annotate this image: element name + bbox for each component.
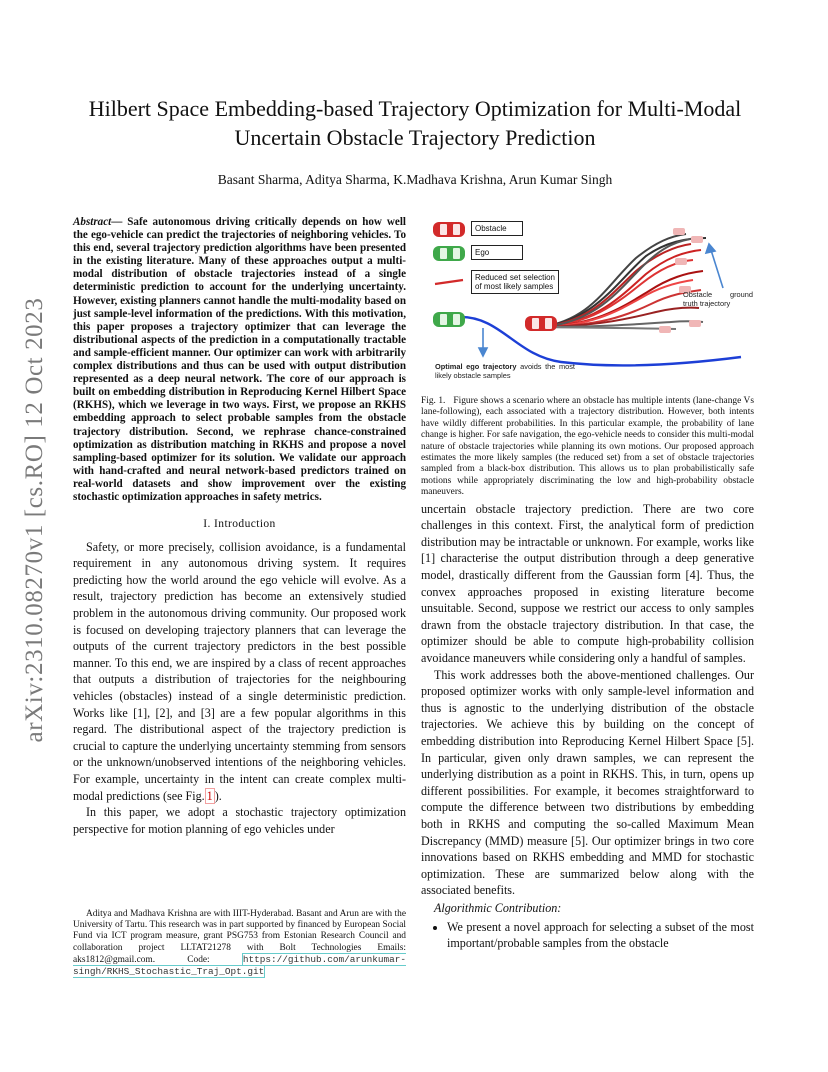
- optimal-trajectory-text: avoids the most likely obstacle samples: [435, 362, 575, 380]
- legend-obstacle-car-icon: [433, 222, 465, 237]
- right-paragraph-2: This work addresses both the above-mentioned challenges. Our proposed optimizer works with only sample-level information and thus is agnostic to the underlying distribution of the obstacle trajectories. We achieve this by building on the concept of embedding distribution into Reproducing Kernel Hilbert Space [5]. In particular, given only drawn samples, we can represent the underlying distribution as a point in RKHS. This, in turn, opens up different possibilities. For example, it becomes straightforward to compute the difference between two distributions by embedding both in RKHS and computing the so-called Maximum Mean Discrepancy (MMD) measure [5]. Our optimizer brings in two core innovations based on RKHS embedding and MMD for stochastic optimization. These are summarized below along with the associated benefits.: [421, 667, 754, 898]
- abstract-label: Abstract: [73, 216, 112, 228]
- right-column: [421, 216, 754, 952]
- figure-1-link[interactable]: 1: [206, 788, 213, 803]
- ground-truth-label: Obstacle ground truth trajectory: [683, 290, 753, 308]
- abstract-text: — Safe autonomous driving critically depends on how well the ego-vehicle can predict the trajectories of neighboring vehicles. To this end, several trajectory prediction algorithms have been presented in the existing literature. Many of these approaches output a multi-modal distribution of obstacle trajectories instead of a single deterministic prediction to account for the underlying uncertainty. However, existing planners cannot handle the multi-modality based on just sample-level information of the predictions. With this motivation, this paper proposes a trajectory optimizer that can leverage the distributional aspects of the prediction in a computationally tractable and sample-efficient manner. Our optimizer can work with arbitrarily complex distributions and thus can be used with output distribution represented as a deep neural network. The core of our approach is built on embedding distribution in Reproducing Kernel Hilbert Space (RKHS), which we leverage in two ways. First, we propose an RKHS embedding approach to select probable samples from the obstacle trajectory distribution. Second, we rephrase chance-constrained optimization as distribution matching in RKHS and propose a novel sampling-based optimizer for its solution. We validate our approach with hand-crafted and neural network-based predictors trained on real-world datasets and show improvement over the existing stochastic optimization approaches in safety metrics.: [73, 216, 406, 503]
- paper-title: Hilbert Space Embedding-based Trajectory Optimization for Multi-Modal Uncertain Obstacle Trajectory Prediction: [88, 96, 742, 150]
- arxiv-id-text: arXiv:2310.08270v1 [cs.RO] 12 Oct 2023: [21, 297, 48, 743]
- legend-reduced-set-label: Reduced set selection of most likely samples: [471, 270, 559, 294]
- intro-paragraph-2: In this paper, we adopt a stochastic trajectory optimization perspective for motion planning of ego vehicles under: [73, 805, 406, 836]
- list-item: • We present a novel approach for selecting a subset of the most important/probable samples from the obstacle: [447, 919, 754, 952]
- intro-paragraph-1: [73, 539, 406, 805]
- intro-p1-end: ).: [214, 788, 222, 803]
- optimal-trajectory-note: [435, 362, 575, 380]
- contribution-list: [421, 919, 754, 952]
- legend-ego-car-icon: [433, 246, 465, 261]
- algorithmic-contribution-heading: Algorithmic Contribution:: [434, 900, 562, 915]
- ego-car-icon: [433, 312, 465, 327]
- figure-caption: [421, 396, 754, 499]
- section-heading-introduction: I. Introduction: [203, 518, 276, 531]
- figure-caption-label: Fig. 1.: [421, 396, 446, 406]
- legend-obstacle-label: Obstacle: [471, 221, 523, 236]
- abstract: [73, 216, 406, 504]
- arxiv-identifier: [10, 280, 60, 760]
- figure-caption-text: Figure shows a scenario where an obstacle has multiple intents (lane-change Vs lane-following), each associated with a trajectory distribution. However, both intents have wildly different probabilities. In this particular example, the probability of lane change is higher. For safe navigation, the ego-vehicle needs to consider this multi-modal nature of obstacle trajectories while planning its own motions. Our proposed approach estimates the more likely samples (the reduced set) from a set of obstacle trajectories sampled from a black-box distribution. This allows us to plan probabilistically safe motions while appropriately discriminating the low and high-probability obstacle maneuvers.: [421, 396, 754, 498]
- code-link[interactable]: https://github.com/arunkumar-singh/RKHS_Stochastic_Traj_Opt.git: [73, 953, 407, 978]
- footnote: [73, 909, 406, 978]
- figure-1: [421, 216, 754, 390]
- intro-p1-text: Safety, or more precisely, collision avoidance, is a fundamental requirement in any autonomous driving system. It requires predicting how the world around the ego vehicle will evolve. As a result, trajectory prediction has become an extensively studied problem in the autonomous driving community. Our proposed work is focused on developing trajectory planners that can leverage the outputs of the current trajectory predictors in the best possible manner. To this end, we are inspired by a class of recent approaches that outputs a distribution of trajectories for the neighbouring vehicles (obstacles) instead of a single deterministic prediction. Works like [1], [2], and [3] are a few popular algorithms in this regard. The distributional aspect of the trajectory prediction is crucial to capture the underlying uncertainty stemming from sensors or the unknown/unobserved intentions of the neighboring vehicles. For example, uncertainty in the intent can create complex multi-modal predictions (see Fig.: [73, 539, 406, 803]
- legend-ego-label: Ego: [471, 245, 523, 260]
- right-paragraph-1: uncertain obstacle trajectory prediction. There are two core challenges in this context. First, the analytical form of prediction distribution may be intractable or unknown. For example, works like [1] characterise the output distribution through a deep generative model, drastically different from the Gaussian form [4]. Thus, the convex approaches proposed in existing literature become unsuitable. Second, suppose we restrict our access to only samples drawn from the obstacle trajectory distribution. In that case, the optimizer should be able to compute high-probability collision avoidance maneuvers while considering only a handful of samples.: [421, 501, 754, 665]
- authors: Basant Sharma, Aditya Sharma, K.Madhava Krishna, Arun Kumar Singh: [217, 172, 613, 187]
- left-column: [73, 216, 406, 837]
- optimal-trajectory-bold: Optimal ego trajectory: [435, 362, 517, 371]
- footnote-text: Aditya and Madhava Krishna are with IIIT-Hyderabad. Basant and Arun are with the University of Tartu. This research was in part supported by financed by European Social Fund via ICT program measure, grant PSG753 from Estonian Research Council and collaboration project LLTAT21278 with Bolt Technologies Emails: aks1812@gmail.com. Code:: [73, 909, 406, 965]
- obstacle-car-icon: [525, 316, 557, 331]
